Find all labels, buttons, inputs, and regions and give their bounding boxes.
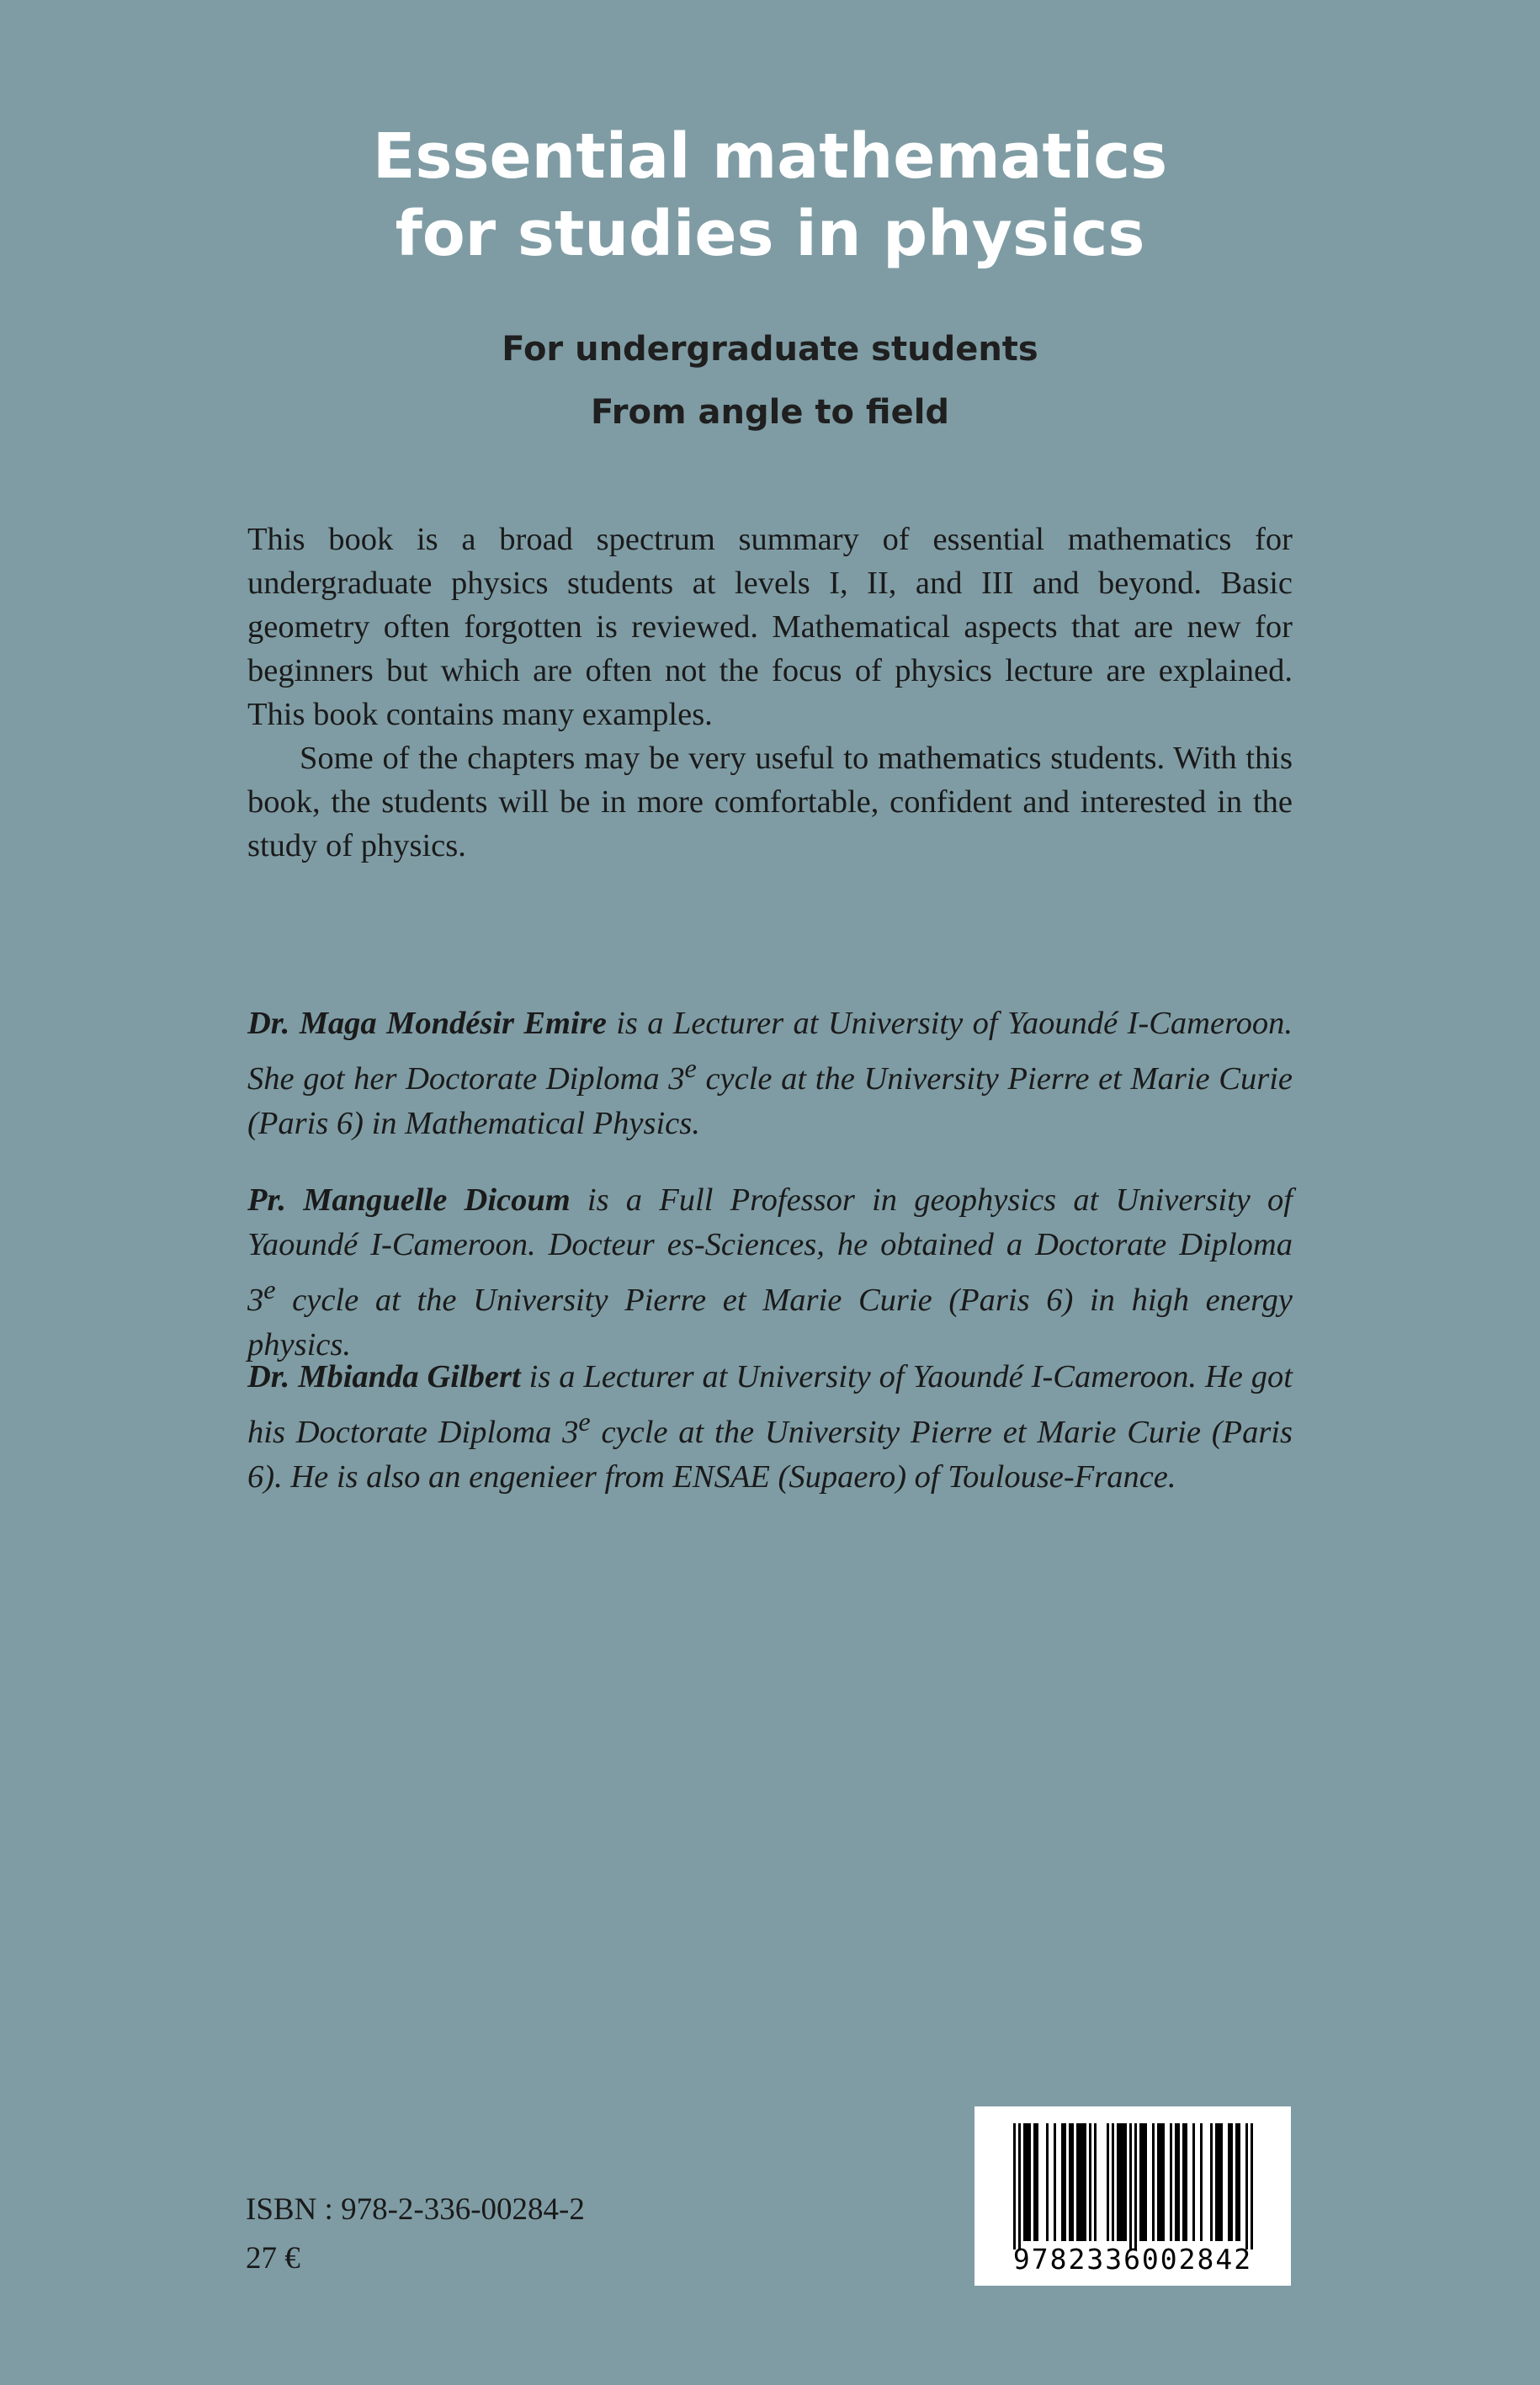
barcode-bar: [1228, 2123, 1230, 2241]
description-paragraph-1: This book is a broad spectrum summary of essential mathematics for undergraduate physics students at levels I, II, and III and beyond. Basic geometry often forgotten is reviewed. Mathematical aspects that are new for beginners but which are often not the focus of physics lecture are explained. This book contains many examples.: [247, 522, 1293, 732]
author-bio-2-text-a: is a Full Professor in geophysics at University of Yaoundé I-Cameroon. Docteur es-Sciences, he obtained a Doctorate Diploma 3: [247, 1182, 1293, 1318]
subtitle-audience: For undergraduate students: [502, 330, 1038, 369]
barcode-bar: [1046, 2123, 1049, 2241]
barcode-bar: [1235, 2123, 1238, 2241]
barcode-bar: [1026, 2123, 1028, 2241]
barcode-bar: [1117, 2123, 1119, 2241]
author-bio-3: [247, 1355, 1293, 1500]
barcode-bar: [1218, 2123, 1220, 2241]
barcode-bar: [1177, 2123, 1180, 2241]
author-name-3: Dr. Mbianda Gilbert: [247, 1359, 521, 1394]
barcode-bar: [1081, 2123, 1084, 2241]
barcode-bar: [1215, 2123, 1218, 2241]
barcode-bar: [1033, 2123, 1036, 2241]
barcode-bar: [1251, 2123, 1253, 2250]
book-description: [247, 518, 1293, 868]
barcode-bar: [1122, 2123, 1124, 2241]
barcode-bar: [1129, 2123, 1132, 2250]
barcode-bar: [1152, 2123, 1155, 2241]
book-title-line-1: Essential mathematics: [372, 120, 1168, 193]
barcode-bar: [1107, 2123, 1109, 2241]
subtitle-scope: From angle to field: [590, 393, 950, 432]
barcode-bar: [1160, 2123, 1162, 2241]
barcode-bar: [1220, 2123, 1223, 2241]
barcode-bar: [1182, 2123, 1185, 2241]
barcode-bar: [1144, 2123, 1147, 2241]
barcode-bar: [1036, 2123, 1038, 2241]
barcode-bar: [1013, 2123, 1016, 2250]
barcode-bar: [1230, 2123, 1233, 2241]
barcode-bar: [1170, 2123, 1172, 2241]
author-bio-3-text-b: cycle at the University Pierre et Marie Curie (Paris 6). He is also an engenieer from ENSAE (Supaero) of Toulouse-France.: [247, 1414, 1293, 1495]
barcode-bar: [1157, 2123, 1160, 2241]
barcode-bar: [1064, 2123, 1066, 2241]
author-name-1: Dr. Maga Mondésir Emire: [247, 1006, 607, 1041]
barcode-bar: [1142, 2123, 1144, 2241]
isbn-label: ISBN : 978-2-336-00284-2: [246, 2192, 585, 2227]
barcode-bar: [1069, 2123, 1071, 2241]
barcode-bar: [1061, 2123, 1064, 2241]
author-bio-3-superscript: e: [578, 1406, 591, 1437]
barcode-number: 9782336002842: [1012, 2243, 1253, 2276]
author-bio-2-text-b: cycle at the University Pierre et Marie Curie (Paris 6) in high energy physics.: [247, 1282, 1293, 1362]
barcode-bar: [1245, 2123, 1248, 2250]
barcode-bar: [1076, 2123, 1079, 2241]
barcode-bar: [1192, 2123, 1195, 2241]
price-label: 27 €: [246, 2241, 300, 2276]
barcode-bar: [1124, 2123, 1127, 2241]
description-paragraph-2: Some of the chapters may be very useful to mathematics students. With this book, the students will be in more comfortable, confident and interested in the study of physics.: [247, 741, 1293, 863]
author-bio-1-superscript: e: [684, 1053, 697, 1083]
barcode-bar: [1079, 2123, 1081, 2241]
barcode: [974, 2106, 1291, 2286]
author-bio-1: [247, 1001, 1293, 1146]
barcode-bar: [1200, 2123, 1203, 2241]
barcode-bar: [1162, 2123, 1165, 2241]
barcode-bar: [1084, 2123, 1086, 2241]
author-name-2: Pr. Manguelle Dicoum: [247, 1182, 571, 1218]
barcode-bar: [1119, 2123, 1122, 2241]
author-bio-1-text-b: cycle at the University Pierre et Marie Curie (Paris 6) in Mathematical Physics.: [247, 1060, 1293, 1141]
author-bio-1-text-a: is a Lecturer at University of Yaoundé I-Cameroon. She got her Doctorate Diploma 3: [247, 1006, 1293, 1097]
barcode-bar: [1175, 2123, 1177, 2241]
barcode-bar: [1023, 2123, 1026, 2241]
barcode-bar: [1089, 2123, 1091, 2241]
barcode-bar: [1112, 2123, 1114, 2241]
author-bio-3-text-a: is a Lecturer at University of Yaoundé I-Cameroon. He got his Doctorate Diploma 3: [247, 1359, 1293, 1450]
barcode-bar: [1028, 2123, 1031, 2241]
barcode-bar: [1210, 2123, 1213, 2241]
barcode-bar: [1185, 2123, 1187, 2241]
barcode-bar: [1018, 2123, 1021, 2250]
barcode-bar: [1134, 2123, 1137, 2250]
barcode-bar: [1071, 2123, 1074, 2241]
barcode-bar: [1238, 2123, 1240, 2241]
barcode-bar: [1094, 2123, 1097, 2241]
barcode-bar: [1054, 2123, 1056, 2241]
book-title: [0, 118, 1540, 273]
author-bio-2: [247, 1178, 1293, 1368]
book-title-line-2: for studies in physics: [395, 198, 1145, 270]
barcode-bar: [1139, 2123, 1142, 2241]
author-bio-2-superscript: e: [263, 1274, 276, 1304]
